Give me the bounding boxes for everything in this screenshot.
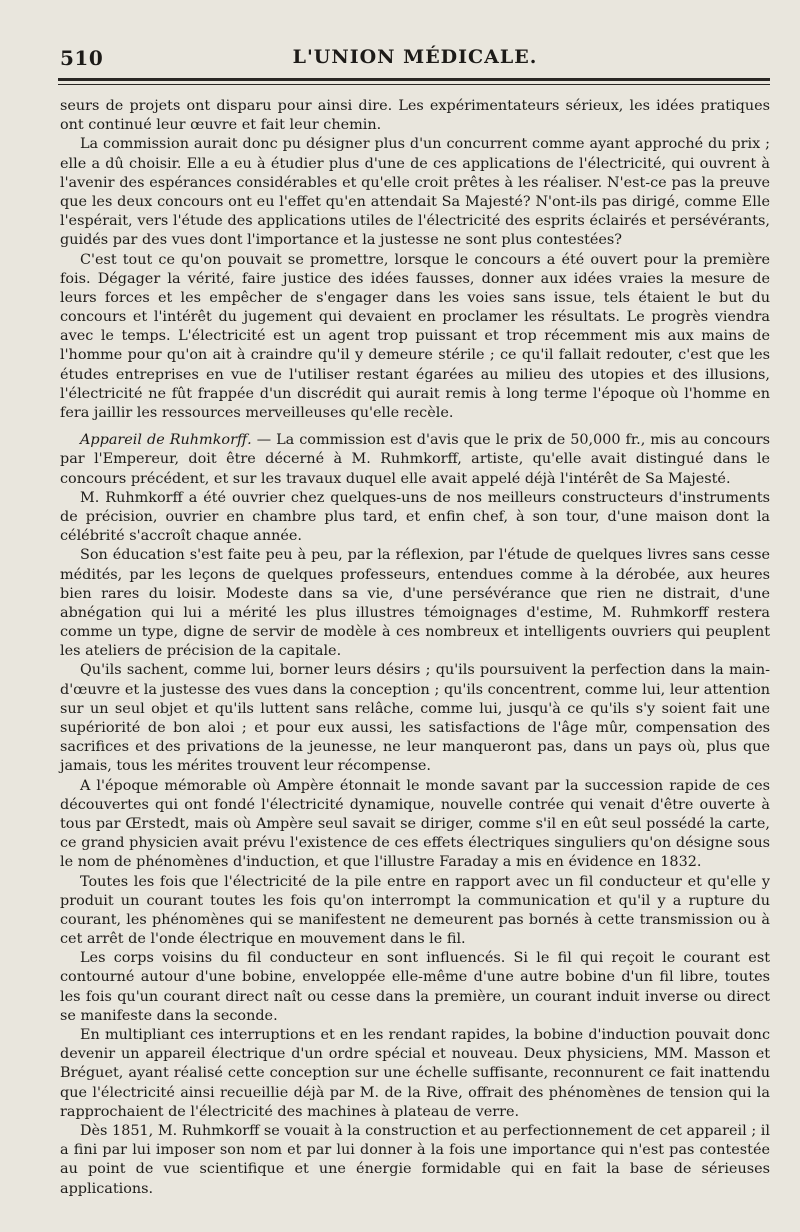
section-paragraph <box>60 431 770 489</box>
section-paragraph-text: — La commission est d'avis que le prix de 50,000 fr., mis au concours par l'Empereur, doit être décerné à M. Ruhmkorff, artiste, qu'elle avait distingué dans le concours précédent, et sur les travaux duquel elle avait appelé déjà l'intérêt de Sa Majesté. <box>60 432 770 487</box>
header-rule-thin <box>58 84 770 85</box>
paragraph: seurs de projets ont disparu pour ainsi dire. Les expérimentateurs sérieux, les idées pratiques ont continué leur œuvre et fait leur chemin. <box>60 98 770 134</box>
header-rule <box>58 78 770 81</box>
paragraph: Qu'ils sachent, comme lui, borner leurs désirs ; qu'ils poursuivent la perfection dans la main-d'œuvre et la justesse des vues dans la conception ; qu'ils concentrent, comme lui, leur attention sur un seul objet et qu'ils luttent sans relâche, comme lui, jusqu'à ce qu'ils s'y soient fait une supériorité de bon aloi ; et pour eux aussi, les satisfactions de l'âge mûr, compensation des sacrifices et des privations de la jeunesse, ne leur manqueront pas, dans un pays où, plus que jamais, tous les mérites trouvent leur récompense. <box>60 662 770 775</box>
paragraph: C'est tout ce qu'on pouvait se promettre, lorsque le concours a été ouvert pour la première fois. Dégager la vérité, faire justice des idées fausses, donner aux idées vraies la mesure de leurs forces et les empêcher de s'engager dans les voies sans issue, tels étaient le but du concours et l'intérêt du jugement qui devaient en proclamer les résultats. Le progrès viendra avec le temps. L'électricité est un agent trop puissant et trop récemment mis aux mains de l'homme pour qu'on ait à craindre qu'il y demeure stérile ; ce qu'il fallait redouter, c'est que les études entreprises en vue de l'utiliser restant égarées au milieu des utopies et des illusions, l'électricité ne fût frappée d'un discrédit qui aurait remis à long terme l'époque où l'homme en fera jaillir les ressources merveilleuses qu'elle recèle. <box>60 251 770 421</box>
running-title: L'UNION MÉDICALE. <box>292 46 538 68</box>
paragraph: La commission aurait donc pu désigner plus d'un concurrent comme ayant approché du prix ; elle a dû choisir. Elle a eu à étudier plus d'une de ces applications de l'électricité, qui ouvrent à l'avenir des espérances considérables et qu'elle croit prêtes à les réaliser. N'est-ce pas la preuve que les deux concours ont eu l'effet qu'en attendait Sa Majesté? N'ont-ils pas dirigé, comme Elle l'espérait, vers l'étude des applications utiles de l'électricité des esprits éclairés et persévérants, guidés par des vues dont l'importance et la justesse ne sont plus contestées? <box>60 136 770 249</box>
page-header <box>60 46 770 80</box>
page-number: 510 <box>60 46 104 70</box>
paragraph: A l'époque mémorable où Ampère étonnait le monde savant par la succession rapide de ces découvertes qui ont fondé l'électricité dynamique, nouvelle contrée qui venait d'être ouverte à tous par Œrstedt, mais où Ampère seul savait se diriger, comme s'il en eût seul possédé la carte, ce grand physicien avait prévu l'existence de ces effets électriques singuliers qu'on désigne sous le nom de phénomènes d'induction, et que l'illustre Faraday a mis en évidence en 1832. <box>60 777 770 871</box>
paragraph: Les corps voisins du fil conducteur en sont influencés. Si le fil qui reçoit le courant est contourné autour d'une bobine, enveloppée elle-même d'une autre bobine d'un fil libre, toutes les fois qu'un courant direct naît ou cesse dans la première, un courant induit inverse ou direct se manifeste dans la seconde. <box>60 950 770 1024</box>
paragraph: Son éducation s'est faite peu à peu, par la réflexion, par l'étude de quelques livres sans cesse médités, par les leçons de quelques professeurs, entendues comme à la dérobée, aux heures bien rares du loisir. Modeste dans sa vie, d'une persévérance que rien ne distrait, d'une abnégation qui lui a mérité les plus illustres témoignages d'estime, M. Ruhmkorff restera comme un type, digne de servir de modèle à ces nombreux et intelligents ouvriers qui peuplent les ateliers de précision de la capitale. <box>60 547 770 660</box>
paragraph: M. Ruhmkorff a été ouvrier chez quelques-uns de nos meilleurs constructeurs d'instruments de précision, ouvrier en chambre plus tard, et enfin chef, à son tour, d'une maison dont la célébrité s'accroît chaque année. <box>60 489 770 545</box>
paragraph: Dès 1851, M. Ruhmkorff se vouait à la construction et au perfectionnement de cet appareil ; il a fini par lui imposer son nom et par lui donner à la fois une importance qui n'est pas contestée au point de vue scientifique et une énergie formidable qui en fait la base de sérieuses applications. <box>60 1122 770 1197</box>
body-text <box>60 97 770 1199</box>
paragraph: Toutes les fois que l'électricité de la pile entre en rapport avec un fil conducteur et qu'elle y produit un courant toutes les fois qu'on interrompt la communication et qu'il y a rupture du courant, les phénomènes qui se manifestent ne demeurent pas bornés à cette transmission ou à cet arrêt de l'onde électrique en mouvement dans le fil. <box>60 873 770 948</box>
paragraph: En multipliant ces interruptions et en les rendant rapides, la bobine d'induction pouvait donc devenir un appareil électrique d'un ordre spécial et nouveau. Deux physiciens, MM. Masson et Bréguet, ayant réalisé cette conception sur une échelle suffisante, reconnurent ce fait inattendu que l'électricité ainsi recueillie déjà par M. de la Rive, offrait des phénomènes de tension qui la rapprochaient de l'électricité des machines à plateau de verre. <box>60 1027 770 1120</box>
section-heading: Appareil de Ruhmkorff. <box>80 432 252 449</box>
